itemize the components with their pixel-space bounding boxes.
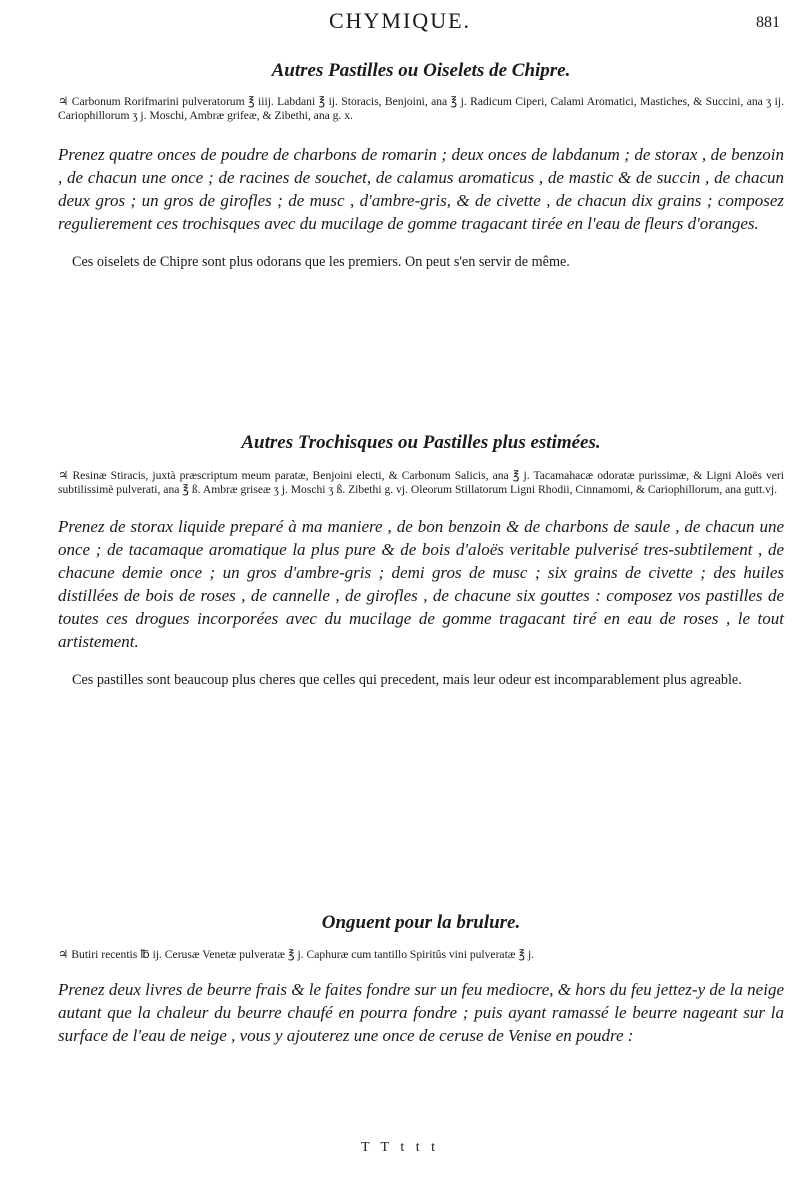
section-title: Autres Pastilles ou Oiselets de Chipre.: [271, 60, 571, 81]
french-instruction: Prenez de storax liquide preparé à ma maniere , de bon benzoin & de charbons de saule , de chacun une once ; de tacamaque aromatique la plus pure & de bois d'aloës veritable pulverisé tres-subtilement , de chacune demie once ; un gros d'ambre-gris ; demi gros de musc ; six grains de civette ; des huiles distillées de bois de roses , de cannelle , de girofles , de chacune six gouttes : composez vos pastilles de toutes ces drogues incorporées avec du mucilage de gomme tragacant tiré en eau de roses , le tout artistement.: [58, 517, 784, 651]
recipe-section: [58, 60, 784, 272]
french-instruction: Prenez deux livres de beurre frais & le faites fondre sur un feu mediocre, & hors du feu jettez-y de la neige autant que la chaleur du beurre chaufé en pourra fondre ; puis ayant ramassé le beurre nageant sur la surface de l'eau de neige , vous y ajouterez une once de ceruse de Venise en poudre :: [58, 980, 784, 1045]
latin-recipe: ♃ Resinæ Stiracis, juxtà præscriptum meum paratæ, Benjoini electi, & Carbonum Salicis, ana ℥ j. Tacamahacæ odoratæ purissimæ, & Ligni Aloës veri subtilissimè pulverati, ana ℥ ß. Ambræ griseæ ʒ j. Moschi ʒ ß. Zibethi g. vj. Oleorum Stillatorum Ligni Rhodii, Cinnamomi, & Cariophillorum, ana gutt.vj.: [58, 469, 784, 496]
running-head: [0, 8, 800, 42]
french-instruction: Prenez quatre onces de poudre de charbons de romarin ; deux onces de labdanum ; de storax , de benzoin , de chacun une once ; de racines de souchet, de calamus aromaticus , de mastic & de succin , de chacun deux gros ; un gros de girofles ; de musc , d'ambre-gris, & de civette , de chacun dix grains ; composez regulierement ces trochisques avec du mucilage de gomme tragacant tirée en l'eau de fleurs d'oranges.: [58, 145, 784, 233]
signature-mark: T T t t t: [360, 1140, 439, 1155]
recipe-section: [58, 432, 784, 690]
latin-recipe: ♃ Butiri recentis ℔ ij. Cerusæ Venetæ pulveratæ ℥ j. Caphuræ cum tantillo Spiritûs vini pulveratæ ℥ j.: [58, 948, 535, 961]
page-number: 881: [756, 14, 780, 31]
latin-recipe: ♃ Carbonum Rorifmarini pulveratorum ℥ iiij. Labdani ℥ ij. Storacis, Benjoini, ana ℥ j. Radicum Ciperi, Calami Aromatici, Mastiches, & Succini, ana ʒ ij. Cariophillorum ʒ j. Moschi, Ambræ grifeæ, & Zibethi, ana g. x.: [58, 95, 784, 122]
recipe-note: Ces pastilles sont beaucoup plus cheres que celles qui precedent, mais leur odeur est incomparablement plus agreable.: [72, 672, 742, 688]
recipe-section: [58, 912, 784, 1047]
running-title: CHYMIQUE.: [328, 8, 472, 33]
section-title: Onguent pour la brulure.: [321, 912, 521, 933]
recipe-note: Ces oiselets de Chipre sont plus odorans que les premiers. On peut s'en servir de même.: [72, 254, 570, 270]
section-title: Autres Trochisques ou Pastilles plus estimées.: [241, 432, 601, 453]
